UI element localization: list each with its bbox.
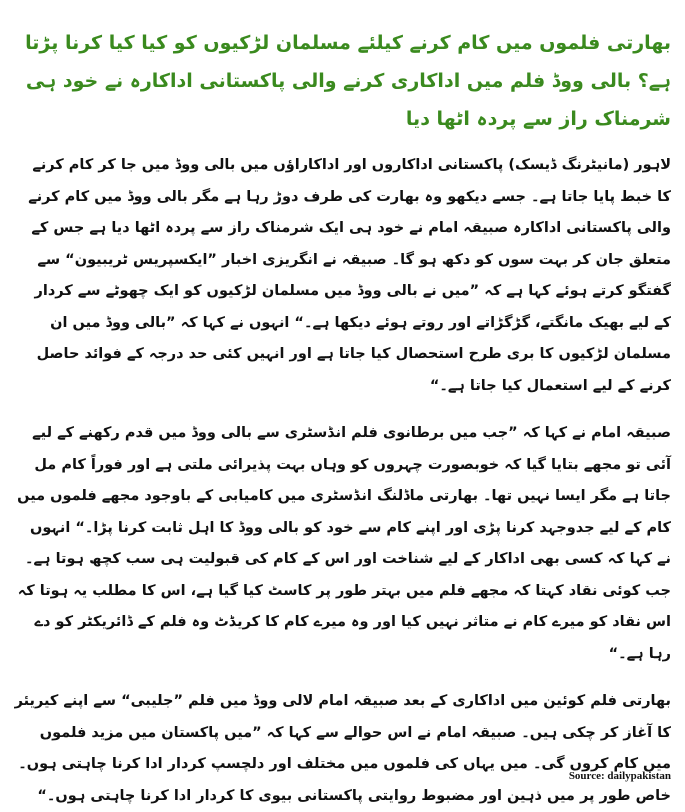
article-paragraph-2: صبیقہ امام نے کہا کہ ”جب میں برطانوی فلم انڈسٹری سے بالی ووڈ میں قدم رکھنے کے لیے آئی تو مجھے بتایا گیا کہ خوبصورت چہروں کو وہاں بہت پذیرائی ملتی ہے اور فوراً کام مل جاتا ہے مگر ایسا نہیں تھا۔ بھارتی ماڈلنگ انڈسٹری میں کامیابی کے باوجود مجھے فلموں میں کام کے لیے جدوجہد کرنا پڑی اور اپنے کام سے خود کو بالی ووڈ کا اہل ثابت کرنا پڑا۔“ انہوں نے کہا کہ کسی بھی اداکار کے لیے شناخت اور اس کے کام کی قبولیت ہی سب کچھ ہوتا ہے۔ جب کوئی نقاد کہتا کہ مجھے فلم میں بہتر طور پر کاسٹ کیا گیا ہے، اس کا مطلب یہ ہوتا کہ اس نقاد کو میرے کام نے متاثر نہیں کیا اور وہ میرے کام کا کریڈٹ وہ فلم کے ڈائریکٹر کو دے رہا ہے۔“ <box>17 425 671 662</box>
article-paragraph-3: بھارتی فلم کوئین میں اداکاری کے بعد صبیقہ امام لالی ووڈ میں فلم ”جلیبی“ سے اپنے کیریئر کا آغاز کر چکی ہیں۔ صبیقہ امام نے اس حوالے سے کہا کہ ”میں پاکستان میں مزید فلموں میں کام کروں گی۔ میں یہاں کی فلموں میں مختلف اور دلچسپ کردار ادا کرنا چاہتی ہوں۔ خاص طور پر میں ذہین اور مضبوط روایتی پاکستانی بیوی کا کردار ادا کرنا چاہتی ہوں۔“ <box>14 693 671 804</box>
article-paragraph-1: لاہور (مانیٹرنگ ڈیسک) پاکستانی اداکاروں اور اداکاراؤں میں بالی ووڈ میں جا کر کام کرنے کا خبط پایا جاتا ہے۔ جسے دیکھو وہ بھارت کی طرف دوڑ رہا ہے مگر بالی ووڈ میں کام کرنے والی پاکستانی اداکارہ صبیقہ امام نے خود ہی ایک شرمناک راز سے پردہ اٹھا دیا ہے جس کے متعلق جان کر بہت سوں کو دکھ ہو گا۔ صبیقہ نے انگریزی اخبار ”ایکسپریس ٹریبیون“ سے گفتگو کرتے ہوئے کہا ہے کہ ”میں نے بالی ووڈ میں مسلمان لڑکیوں کو ایک چھوٹے سے کردار کے لیے بھیک مانگتے، گڑگڑاتے اور روتے ہوئے دیکھا ہے۔“ انہوں نے کہا کہ ”بالی ووڈ میں ان مسلمان لڑکیوں کا بری طرح استحصال کیا جاتا ہے اور انہیں کئی حد درجہ کے فوائد حاصل کرنے کے لیے استعمال کیا جاتا ہے۔“ <box>28 157 671 394</box>
article-headline: بھارتی فلموں میں کام کرنے کیلئے مسلمان لڑکیوں کو کیا کیا کرنا پڑتا ہے؟ بالی ووڈ فلم میں اداکاری کرنے والی پاکستانی اداکارہ نے خود ہی شرمناک راز سے پردہ اٹھا دیا <box>25 32 671 130</box>
source-credit: Source: dailypakistan <box>568 770 671 782</box>
